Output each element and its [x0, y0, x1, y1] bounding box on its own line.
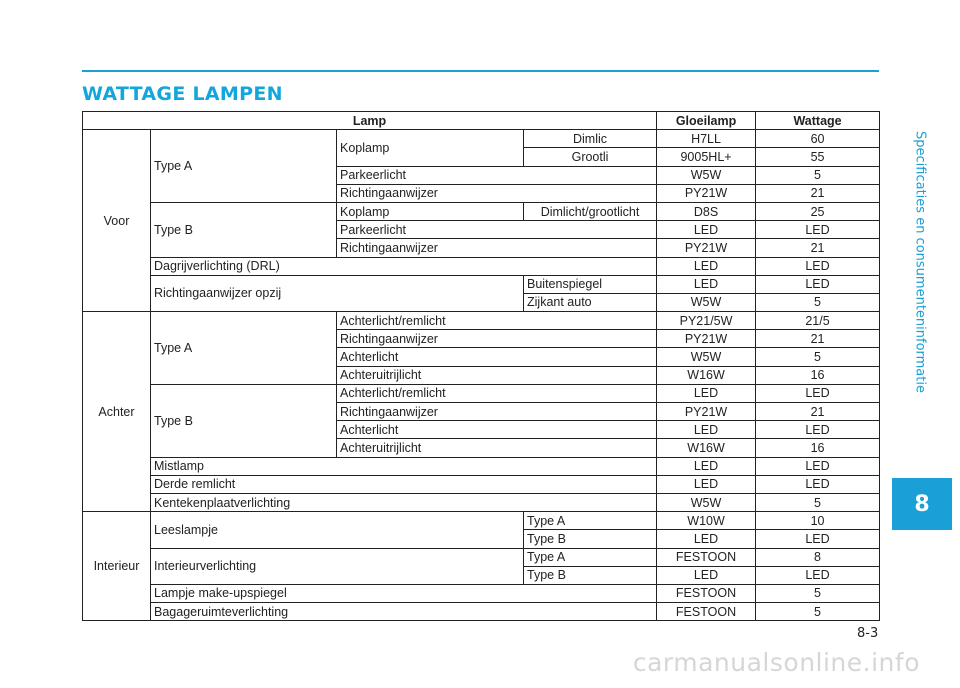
cell-wattage: LED [756, 221, 880, 239]
cell-sub: Zijkant auto [524, 293, 657, 311]
cell-bulb: LED [657, 221, 756, 239]
cell-wattage: LED [756, 475, 880, 493]
cell-bulb: FESTOON [657, 603, 756, 621]
cell-sub: Dimlic [524, 130, 657, 148]
cell-wattage: 5 [756, 293, 880, 311]
table-row [83, 475, 880, 493]
group-achter: Achter [83, 312, 151, 512]
cell-wattage: 16 [756, 366, 880, 384]
chapter-tab: 8 [892, 478, 952, 530]
table-row [83, 257, 880, 275]
achter-type-a: Type A [151, 312, 337, 385]
cell-wattage: LED [756, 457, 880, 475]
cell-bulb: PY21W [657, 184, 756, 202]
cell-wattage: 21 [756, 403, 880, 421]
cell-bulb: PY21W [657, 239, 756, 257]
section-side-label: Specificaties en consumenteninformatie [912, 131, 928, 393]
cell-bulb: LED [657, 421, 756, 439]
cell-lamp: Parkeerlicht [337, 221, 657, 239]
cell-bulb: LED [657, 384, 756, 402]
header-lamp: Lamp [83, 112, 657, 130]
cell-lamp: Richtingaanwijzer [337, 239, 657, 257]
cell-bulb: W16W [657, 439, 756, 457]
table-row [83, 275, 880, 293]
cell-lamp: Richtingaanwijzer [337, 403, 657, 421]
achter-type-b: Type B [151, 384, 337, 457]
cell-lamp: Achterlicht [337, 421, 657, 439]
cell-wattage: 21/5 [756, 312, 880, 330]
table-header-row [83, 112, 880, 130]
cell-lamp: Achterlicht/remlicht [337, 384, 657, 402]
voor-a-koplamp: Koplamp [337, 130, 524, 166]
cell-sub: Type B [524, 530, 657, 548]
cell-wattage: LED [756, 566, 880, 584]
cell-sub: Type B [524, 566, 657, 584]
cell-wattage: 21 [756, 184, 880, 202]
cell-wattage: 5 [756, 348, 880, 366]
cell-wattage: 8 [756, 548, 880, 566]
top-rule [82, 70, 879, 72]
cell-lamp: Dagrijverlichting (DRL) [151, 257, 657, 275]
cell-bulb: PY21W [657, 330, 756, 348]
table-row [83, 457, 880, 475]
table-row [83, 512, 880, 530]
cell-bulb: W16W [657, 366, 756, 384]
cell-wattage: 5 [756, 603, 880, 621]
group-voor: Voor [83, 130, 151, 312]
cell-lamp: Mistlamp [151, 457, 657, 475]
cell-bulb: W5W [657, 293, 756, 311]
cell-sub: Type A [524, 548, 657, 566]
cell-bulb: LED [657, 457, 756, 475]
cell-wattage: 5 [756, 166, 880, 184]
table-row [83, 202, 880, 220]
cell-lamp: Derde remlicht [151, 475, 657, 493]
cell-lamp: Interieurverlichting [151, 548, 524, 584]
header-bulb: Gloeilamp [657, 112, 756, 130]
cell-bulb: W5W [657, 348, 756, 366]
cell-wattage: LED [756, 530, 880, 548]
page-number: 8-3 [857, 626, 879, 641]
table-row [83, 603, 880, 621]
cell-bulb: D8S [657, 202, 756, 220]
cell-bulb: PY21W [657, 403, 756, 421]
cell-wattage: LED [756, 275, 880, 293]
cell-lamp: Leeslampje [151, 512, 524, 548]
cell-bulb: LED [657, 257, 756, 275]
table-row [83, 584, 880, 602]
cell-bulb: H7LL [657, 130, 756, 148]
watermark: carmanualsonline.info [632, 648, 920, 677]
cell-lamp: Richtingaanwijzer [337, 184, 657, 202]
cell-wattage: 60 [756, 130, 880, 148]
cell-wattage: LED [756, 257, 880, 275]
cell-lamp: Achterlicht/remlicht [337, 312, 657, 330]
cell-lamp: Koplamp [337, 202, 524, 220]
cell-wattage: 5 [756, 584, 880, 602]
cell-bulb: W5W [657, 166, 756, 184]
cell-sub: Buitenspiegel [524, 275, 657, 293]
cell-lamp: Kentekenplaatverlichting [151, 493, 657, 511]
cell-bulb: W5W [657, 493, 756, 511]
table-row [83, 493, 880, 511]
cell-bulb: LED [657, 530, 756, 548]
cell-lamp: Richtingaanwijzer [337, 330, 657, 348]
cell-lamp: Achteruitrijlicht [337, 366, 657, 384]
cell-bulb: LED [657, 566, 756, 584]
cell-wattage: 5 [756, 493, 880, 511]
header-wattage: Wattage [756, 112, 880, 130]
cell-bulb: W10W [657, 512, 756, 530]
cell-bulb: FESTOON [657, 548, 756, 566]
cell-sub: Dimlicht/grootlicht [524, 202, 657, 220]
cell-lamp: Bagageruimteverlichting [151, 603, 657, 621]
cell-bulb: FESTOON [657, 584, 756, 602]
cell-wattage: 25 [756, 202, 880, 220]
table-row [83, 312, 880, 330]
group-interieur: Interieur [83, 512, 151, 621]
cell-wattage: LED [756, 421, 880, 439]
cell-wattage: 16 [756, 439, 880, 457]
lamp-wattage-table [82, 111, 880, 621]
cell-lamp: Parkeerlicht [337, 166, 657, 184]
table-row [83, 130, 880, 148]
voor-type-a: Type A [151, 130, 337, 203]
table-row [83, 384, 880, 402]
cell-bulb: 9005HL+ [657, 148, 756, 166]
cell-wattage: 21 [756, 239, 880, 257]
cell-lamp: Achteruitrijlicht [337, 439, 657, 457]
cell-wattage: 55 [756, 148, 880, 166]
cell-bulb: PY21/5W [657, 312, 756, 330]
cell-lamp: Richtingaanwijzer opzij [151, 275, 524, 311]
cell-wattage: 21 [756, 330, 880, 348]
page-title: WATTAGE LAMPEN [82, 83, 283, 105]
table-row [83, 548, 880, 566]
cell-wattage: LED [756, 384, 880, 402]
cell-sub: Grootli [524, 148, 657, 166]
cell-lamp: Lampje make-upspiegel [151, 584, 657, 602]
cell-bulb: LED [657, 275, 756, 293]
cell-lamp: Achterlicht [337, 348, 657, 366]
voor-type-b: Type B [151, 202, 337, 257]
cell-wattage: 10 [756, 512, 880, 530]
cell-bulb: LED [657, 475, 756, 493]
cell-sub: Type A [524, 512, 657, 530]
